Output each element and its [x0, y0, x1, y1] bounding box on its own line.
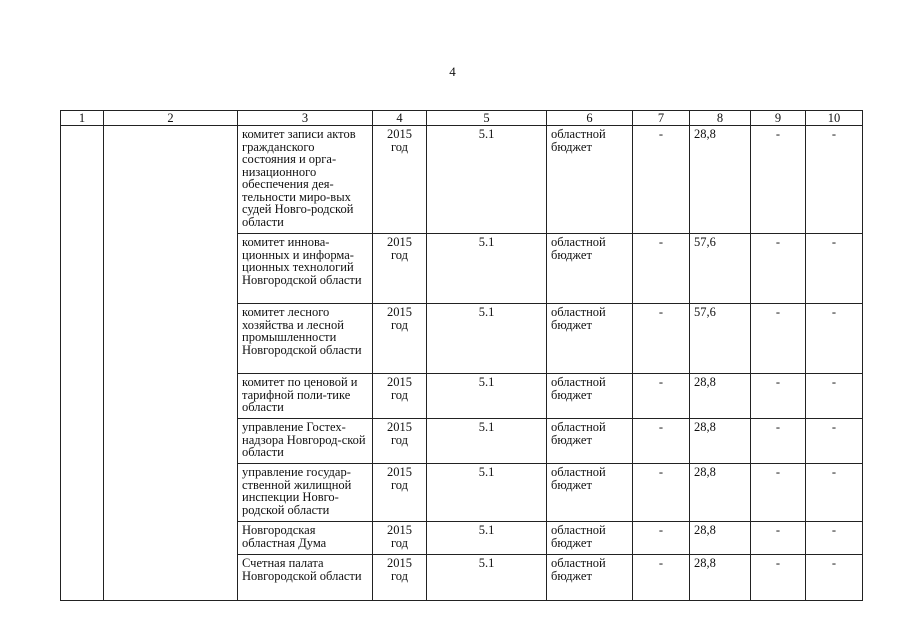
amount-cell: 28,8: [690, 374, 751, 419]
col9-cell: -: [751, 374, 806, 419]
organization-cell: Новгородская областная Дума: [238, 522, 373, 555]
table-row: [61, 126, 863, 234]
source-cell: областной бюджет: [547, 126, 633, 234]
header-col-2: 2: [104, 111, 238, 126]
code-cell: 5.1: [427, 234, 547, 304]
organization-cell: управление государ-ственной жилищной инспекции Новго-родской области: [238, 464, 373, 522]
amount-cell: 57,6: [690, 304, 751, 374]
year-cell: 2015 год: [373, 304, 427, 374]
organization-cell: управление Гостех-надзора Новгород-ской области: [238, 419, 373, 464]
col9-cell: -: [751, 304, 806, 374]
header-col-6: 6: [547, 111, 633, 126]
col9-cell: -: [751, 522, 806, 555]
header-col-3: 3: [238, 111, 373, 126]
organization-cell: комитет иннова-ционных и информа-ционных технологий Новгородской области: [238, 234, 373, 304]
code-cell: 5.1: [427, 374, 547, 419]
amount-cell: 28,8: [690, 464, 751, 522]
col9-cell: -: [751, 126, 806, 234]
code-cell: 5.1: [427, 419, 547, 464]
merged-cell-col-1: [61, 126, 104, 601]
header-col-7: 7: [633, 111, 690, 126]
col9-cell: -: [751, 234, 806, 304]
source-cell: областной бюджет: [547, 555, 633, 601]
amount-cell: 28,8: [690, 555, 751, 601]
col7-cell: -: [633, 464, 690, 522]
year-cell: 2015 год: [373, 522, 427, 555]
col10-cell: -: [806, 419, 863, 464]
amount-cell: 28,8: [690, 522, 751, 555]
source-cell: областной бюджет: [547, 234, 633, 304]
col10-cell: -: [806, 234, 863, 304]
organization-cell: комитет по ценовой и тарифной поли-тике области: [238, 374, 373, 419]
col9-cell: -: [751, 555, 806, 601]
organization-cell: комитет лесного хозяйства и лесной промышленности Новгородской области: [238, 304, 373, 374]
source-cell: областной бюджет: [547, 304, 633, 374]
year-cell: 2015 год: [373, 464, 427, 522]
code-cell: 5.1: [427, 555, 547, 601]
col10-cell: -: [806, 126, 863, 234]
code-cell: 5.1: [427, 304, 547, 374]
header-col-5: 5: [427, 111, 547, 126]
col7-cell: -: [633, 522, 690, 555]
col9-cell: -: [751, 419, 806, 464]
source-cell: областной бюджет: [547, 374, 633, 419]
organization-cell: комитет записи актов гражданского состояния и орга-низационного обеспечения дея-тельности миро-вых судей Новго-родской области: [238, 126, 373, 234]
col9-cell: -: [751, 464, 806, 522]
col10-cell: -: [806, 304, 863, 374]
col7-cell: -: [633, 234, 690, 304]
header-col-4: 4: [373, 111, 427, 126]
header-col-1: 1: [61, 111, 104, 126]
amount-cell: 28,8: [690, 126, 751, 234]
code-cell: 5.1: [427, 126, 547, 234]
year-cell: 2015 год: [373, 126, 427, 234]
organization-cell: Счетная палата Новгородской области: [238, 555, 373, 601]
amount-cell: 28,8: [690, 419, 751, 464]
merged-cell-col-2: [104, 126, 238, 601]
header-row: [61, 111, 863, 126]
col7-cell: -: [633, 374, 690, 419]
year-cell: 2015 год: [373, 374, 427, 419]
source-cell: областной бюджет: [547, 522, 633, 555]
col10-cell: -: [806, 464, 863, 522]
header-col-9: 9: [751, 111, 806, 126]
source-cell: областной бюджет: [547, 419, 633, 464]
col10-cell: -: [806, 522, 863, 555]
col10-cell: -: [806, 374, 863, 419]
amount-cell: 57,6: [690, 234, 751, 304]
col7-cell: -: [633, 126, 690, 234]
col7-cell: -: [633, 419, 690, 464]
col7-cell: -: [633, 555, 690, 601]
page-number: 4: [449, 64, 456, 79]
code-cell: 5.1: [427, 522, 547, 555]
header-col-8: 8: [690, 111, 751, 126]
year-cell: 2015 год: [373, 555, 427, 601]
code-cell: 5.1: [427, 464, 547, 522]
col7-cell: -: [633, 304, 690, 374]
year-cell: 2015 год: [373, 419, 427, 464]
col10-cell: -: [806, 555, 863, 601]
source-cell: областной бюджет: [547, 464, 633, 522]
header-col-10: 10: [806, 111, 863, 126]
year-cell: 2015 год: [373, 234, 427, 304]
budget-table: [60, 110, 863, 601]
